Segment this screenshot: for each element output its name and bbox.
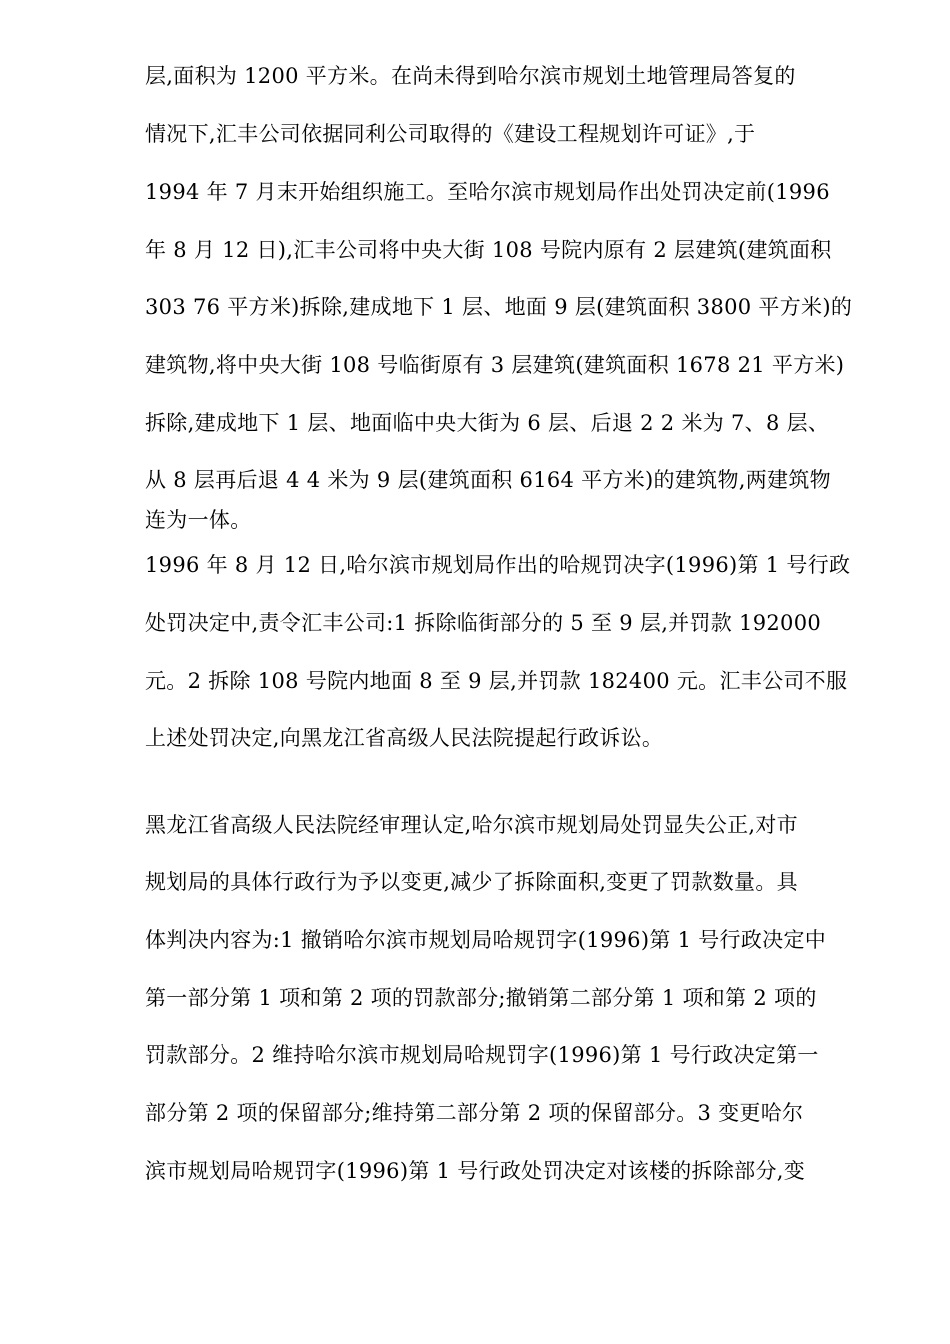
text-line: 上述处罚决定,向黑龙江省高级人民法院提起行政诉讼。: [145, 726, 664, 750]
text-line: 建筑物,将中央大街 108 号临街原有 3 层建筑(建筑面积 1678 21 平方米): [145, 353, 845, 377]
text-line: 元。2 拆除 108 号院内地面 8 至 9 层,并罚款 182400 元。汇丰公司不服: [145, 669, 848, 693]
text-line: 情况下,汇丰公司依据同利公司取得的《建设工程规划许可证》,于: [145, 122, 756, 146]
text-line: 303 76 平方米)拆除,建成地下 1 层、地面 9 层(建筑面积 3800 平方米)的: [145, 295, 853, 319]
text-line: 1994 年 7 月末开始组织施工。至哈尔滨市规划局作出处罚决定前(1996: [145, 180, 830, 204]
text-line: 年 8 月 12 日),汇丰公司将中央大街 108 号院内原有 2 层建筑(建筑面积: [145, 238, 832, 262]
text-line: 黑龙江省高级人民法院经审理认定,哈尔滨市规划局处罚显失公正,对市: [145, 813, 798, 837]
text-line: 1996 年 8 月 12 日,哈尔滨市规划局作出的哈规罚决字(1996)第 1 号行政: [145, 553, 851, 577]
text-line: 处罚决定中,责令汇丰公司:1 拆除临街部分的 5 至 9 层,并罚款 192000: [145, 611, 822, 635]
text-line: 体判决内容为:1 撤销哈尔滨市规划局哈规罚字(1996)第 1 号行政决定中: [145, 928, 827, 952]
text-line: 从 8 层再后退 4 4 米为 9 层(建筑面积 6164 平方米)的建筑物,两建筑物: [145, 468, 831, 492]
text-line: 罚款部分。2 维持哈尔滨市规划局哈规罚字(1996)第 1 号行政决定第一: [145, 1043, 819, 1067]
text-line: 部分第 2 项的保留部分;维持第二部分第 2 项的保留部分。3 变更哈尔: [145, 1101, 804, 1125]
text-line: 第一部分第 1 项和第 2 项的罚款部分;撤销第二部分第 1 项和第 2 项的: [145, 986, 817, 1010]
text-line: 拆除,建成地下 1 层、地面临中央大街为 6 层、后退 2 2 米为 7、8 层、: [145, 411, 830, 435]
text-line: 滨市规划局哈规罚字(1996)第 1 号行政处罚决定对该楼的拆除部分,变: [145, 1159, 806, 1183]
text-line: 连为一体。: [145, 508, 252, 532]
text-line: 规划局的具体行政行为予以变更,减少了拆除面积,变更了罚款数量。具: [145, 870, 798, 894]
text-line: 层,面积为 1200 平方米。在尚未得到哈尔滨市规划土地管理局答复的: [145, 64, 796, 88]
